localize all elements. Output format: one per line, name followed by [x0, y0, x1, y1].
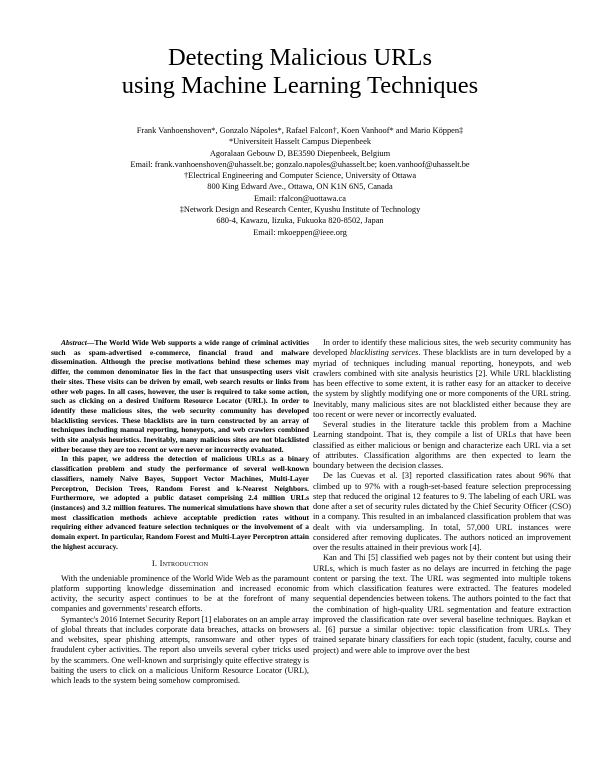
- right-paragraph-3: De las Cuevas et al. [3] reported classification rates about 96% that climbed up to 97% with a rough-set-based feature selection preprocessing step that reduced the original 12 features to 9. The labeling of each URL was done after a set of security rules dictated by the Chief Security Officer (CSO) in a company. This resulted in an imbalanced classification problem that was dealt with via undersampling. In total, 57,000 URL instances were considered after removing duplicates. The authors noticed an improvement over the results attained in their previous work [4].: [313, 471, 571, 552]
- affiliation-1-name: *Universiteit Hasselt Campus Diepenbeek: [228, 137, 372, 147]
- left-column: [51, 338, 309, 686]
- author-list: Frank Vanhoenshoven*, Gonzalo Nápoles*, Rafael Falcon†, Koen Vanhoof* and Mario Köppen‡: [136, 126, 464, 135]
- abstract-text-1: —The World Wide Web supports a wide range of criminal activities such as spam-advertised e-commerce, financial fraud and malware dissemination. Although the precise motivations behind these schemes may differ, the common denominator lies in the fact that unsuspecting users visit their sites. These visits can be driven by email, web search results or links from other web pages. In all cases, however, the user is required to take some action, such as clicking on a desired Uniform Resource Locator (URL). In order to identify these malicious sites, the web security community has developed blacklisting services. These blacklists are in turn constructed by an array of techniques including manual reporting, honeypots, and web crawlers combined with site analysis heuristics. Inevitably, many malicious sites are not blacklisted either because they are too recent or were never or incorrectly evaluated.: [51, 338, 309, 454]
- abstract-label: Abstract: [61, 338, 87, 347]
- affiliation-2-email: Email: rfalcon@uottawa.ca: [254, 193, 346, 203]
- right-p1-text-b: . These blacklists are in turn developed by a myriad of techniques including manual reporting, honeypots, and web crawlers combined with site analysis heuristics [2]. While URL blacklisting has been effective to some extent, it is rather easy for an attacker to deceive the system by slightly modifying one or more components of the URL string. Inevitably, many malicious sites are not blacklisted either because they are too recent or were never or incorrectly evaluated.: [313, 348, 571, 419]
- affiliation-2-name: †Electrical Engineering and Computer Science, University of Ottawa: [183, 171, 417, 181]
- affiliation-3-email: Email: mkoeppen@ieee.org: [253, 227, 347, 237]
- right-paragraph-4: Kan and Thi [5] classified web pages not by their content but using their URLs, which is much faster as no delays are incurred in fetching the page content or parsing the text. The URL was segmented into multiple tokens from which classification features were extracted. The features modeled sequential dependencies between tokens. The authors pointed to the fact that the combination of high-quality URL segmentation and feature extraction improved the classification rate over several baseline techniques. Baykan et al. [6] pursue a similar objective: topic classification from URLs. They trained separate binary classifiers for each topic (student, faculty, course and project) and were able to improve over the best: [313, 553, 571, 655]
- section-heading-introduction: I. Introduction: [151, 558, 209, 569]
- abstract-paragraph-1: [51, 338, 309, 454]
- title-line-2: using Machine Learning Techniques: [121, 72, 479, 99]
- affiliation-1-address: Agoralaan Gebouw D, BE3590 Diepenbeek, Belgium: [209, 148, 391, 158]
- affiliation-3-address: 680-4, Kawazu, Iizuka, Fukuoka 820-8502, Japan: [216, 216, 384, 226]
- affiliation-1-email: Email: frank.vanhoenshoven@uhasselt.be; gonzalo.napoles@uhasselt.be; koen.vanhoof@uhasselt.be: [130, 159, 470, 169]
- right-paragraph-1: [313, 338, 571, 420]
- author-affiliations: [0, 125, 600, 238]
- affiliation-3-name: ‡Network Design and Research Center, Kyushu Institute of Technology: [179, 205, 421, 215]
- abstract-paragraph-2: In this paper, we address the detection of malicious URLs as a binary classification problem and study the performance of several well-known classifiers, namely Naïve Bayes, Support Vector Machines, Multi-Layer Perceptron, Decision Trees, Random Forest and k-Nearest Neighbors. Furthermore, we adopted a public dataset comprising 2.4 million URLs (instances) and 3.2 million features. The numerical simulations have shown that most classification methods achieve acceptable prediction rates without requiring either advanced feature selection techniques or the involvement of a domain expert. In particular, Random Forest and Multi-Layer Perceptron attain the highest accuracy.: [51, 454, 309, 551]
- affiliation-2-address: 800 King Edward Ave., Ottawa, ON K1N 6N5, Canada: [207, 182, 393, 192]
- right-column: [313, 338, 571, 656]
- title-line-1: Detecting Malicious URLs: [167, 44, 432, 71]
- right-p1-text-a: In order to identify these malicious sites, the web security community has developed: [313, 338, 571, 358]
- blacklisting-services-term: blacklisting services: [350, 348, 419, 358]
- intro-paragraph-2: Symantec's 2016 Internet Security Report [1] elaborates on an ample array of global threats that includes corporate data breaches, attacks on browsers and websites, spear phishing attempts, ransomware and other types of fraudulent cyber activities. The report also unveils several cyber tricks used by the scammers. One well-known and surprisingly quite effective strategy is baiting the users to click on a malicious Uniform Resource Locator (URL), which leads to the system being somehow compromised.: [51, 614, 309, 686]
- right-paragraph-2: Several studies in the literature tackle this problem from a Machine Learning standpoint. That is, they compile a list of URLs that have been classified as either malicious or benign and characterize each URL via a set of attributes. Classification algorithms are then expected to learn the boundary between the decision classes.: [313, 420, 571, 470]
- paper-title: [0, 44, 600, 100]
- abstract: [51, 338, 309, 551]
- intro-paragraph-1: With the undeniable prominence of the World Wide Web as the paramount platform supporting knowledge dissemination and increased economic activity, the security aspect continues to be at the forefront of many companies and governments' research efforts.: [51, 573, 309, 614]
